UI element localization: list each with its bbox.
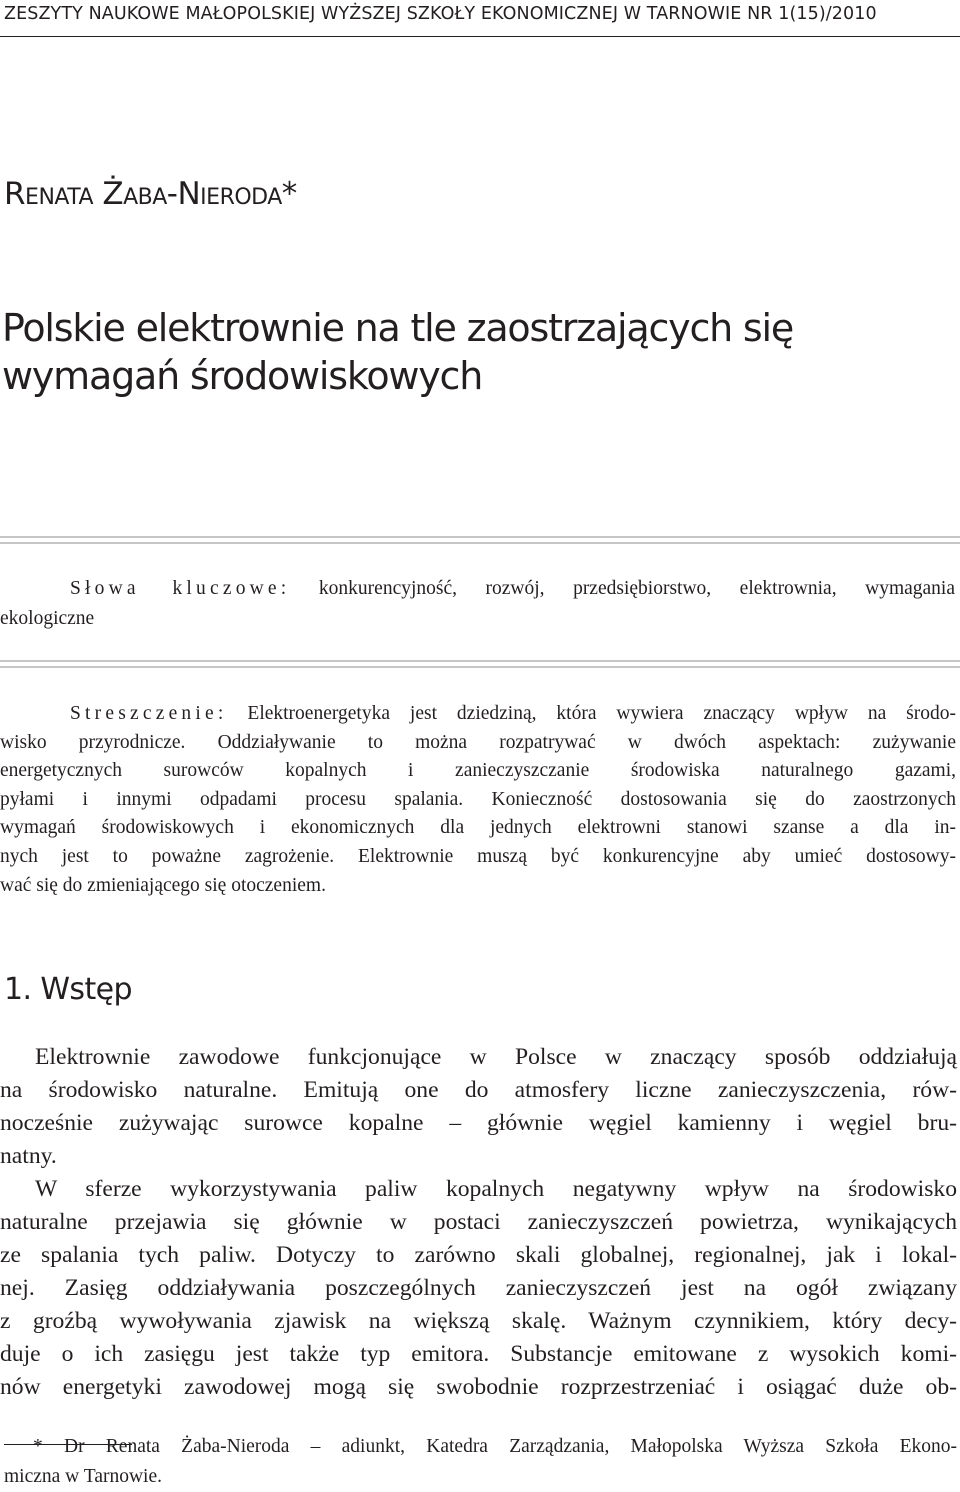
keywords-line: ekologiczne	[0, 608, 95, 629]
keywords-top-rule	[0, 536, 960, 544]
abstract-top-rule	[0, 660, 960, 668]
abstract-line: pyłami i innymi odpadami procesu spalania. Konieczność dostosowania się do zaostrzonych	[0, 788, 956, 810]
body-text	[0, 1041, 957, 1404]
footnote-line: miczna w Tarnowie.	[4, 1466, 163, 1487]
footnote	[4, 1432, 957, 1492]
body-line: z groźbą wywoływania zjawisk na większą skalę. Ważnym czynnikiem, który decy-	[0, 1308, 957, 1334]
header-rule	[0, 36, 960, 37]
body-line: natny.	[0, 1143, 57, 1169]
section-heading: 1. Wstęp	[4, 972, 132, 1007]
body-line: naturalne przejawia się głównie w postaci zanieczyszczeń powietrza, wynikających	[0, 1209, 957, 1235]
body-line: W sferze wykorzystywania paliw kopalnych negatywny wpływ na środowisko	[35, 1176, 957, 1202]
body-line: nocześnie zużywając surowce kopalne – głównie węgiel kamienny i węgiel bru-	[0, 1110, 957, 1136]
title-line: wymagań środowiskowych	[2, 354, 483, 398]
abstract-text: Elektroenergetyka jest dziedziną, która wywiera znaczący wpływ na środo-	[247, 703, 957, 724]
abstract-line: wymagań środowiskowych i ekonomicznych dla jednych elektrowni stanowi szanse a dla in-	[0, 817, 956, 839]
keywords-label: Słowa kluczowe:	[70, 578, 291, 599]
abstract-line: energetycznych surowców kopalnych i zanieczyszczanie środowiska naturalnego gazami,	[0, 760, 956, 782]
body-line: ze spalania tych paliw. Dotyczy to zarówno skali globalnej, regionalnej, jak i lokal-	[0, 1242, 957, 1268]
abstract-label: Streszczenie:	[70, 703, 228, 724]
keywords-text: konkurencyjność, rozwój, przedsiębiorstwo, elektrownia, wymagania	[318, 578, 955, 599]
keywords-block	[0, 574, 955, 634]
footnote-line: * Dr Renata Żaba-Nieroda – adiunkt, Katedra Zarządzania, Małopolska Wyższa Szkoła Ekono-	[33, 1436, 957, 1457]
body-line: nów energetyki zawodowej mogą się swobodnie rozprzestrzeniać i osiągać duże ob-	[0, 1374, 957, 1400]
author-name: Renata Żaba-Nieroda*	[4, 176, 297, 212]
abstract-block	[0, 700, 957, 900]
abstract-line: nych jest to poważne zagrożenie. Elektrownie muszą być konkurencyjne aby umieć dostosowy-	[0, 845, 956, 867]
journal-header: ZESZYTY NAUKOWE MAŁOPOLSKIEJ WYŻSZEJ SZKOŁY EKONOMICZNEJ W TARNOWIE NR 1(15)/2010	[4, 4, 877, 24]
title-line: Polskie elektrownie na tle zaostrzających się	[2, 306, 794, 350]
keywords-line	[70, 574, 955, 604]
body-line: duje o ich zasięgu jest także typ emitora. Substancje emitowane z wysokich komi-	[0, 1341, 957, 1367]
abstract-line	[70, 700, 956, 729]
abstract-line: wać się do zmieniającego się otoczeniem.	[0, 874, 326, 896]
abstract-line: wisko przyrodnicze. Oddziaływanie to można rozpatrywać w dwóch aspektach: zużywanie	[0, 731, 956, 753]
body-line: Elektrownie zawodowe funkcjonujące w Polsce w znaczący sposób oddziałują	[35, 1044, 957, 1070]
body-line: nej. Zasięg oddziaływania poszczególnych zanieczyszczeń jest na ogół związany	[0, 1275, 957, 1301]
body-line: na środowisko naturalne. Emitują one do atmosfery liczne zanieczyszczenia, rów-	[0, 1077, 957, 1103]
article-title	[2, 304, 952, 400]
